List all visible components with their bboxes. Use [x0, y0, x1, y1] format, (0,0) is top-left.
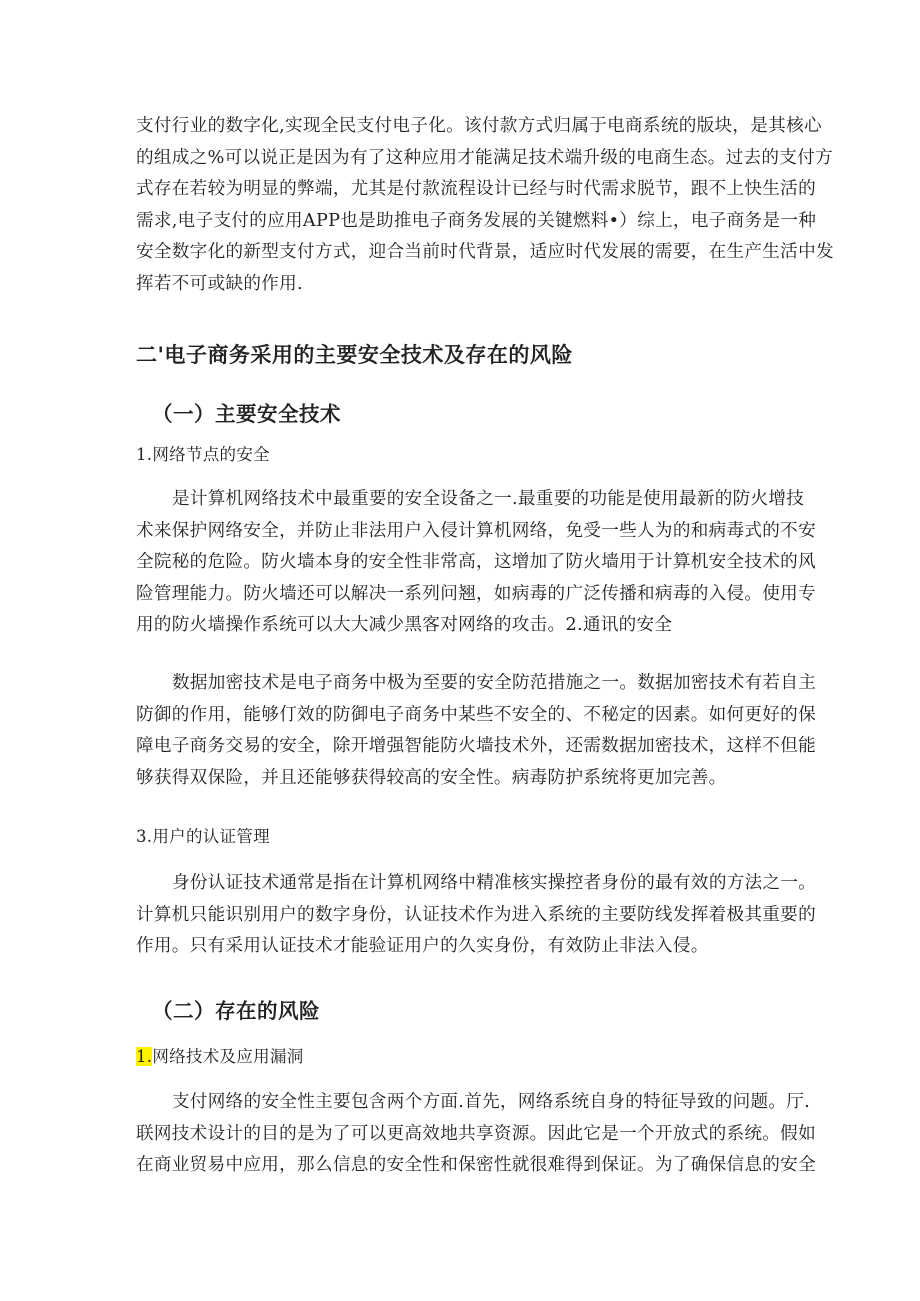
text-line: 挥若不可或缺的作用. [136, 273, 303, 294]
item-heading: 3.用户的认证管理 [136, 827, 270, 846]
text-line: 够获得双保险，并且还能够获得较高的安全性。病毒防护系统将更加完善。 [136, 767, 727, 788]
text-line: 险管理能力。防火墙还可以解决一系列问翘，如病毒的广泛传播和病毒的入侵。使用专 [136, 583, 816, 604]
highlighted-number: 1. [136, 1047, 153, 1066]
text-line: 需求,电子支付的应用APP也是助推电子商务发展的关键燃料•）综上，电子商务是一种 [136, 210, 817, 231]
text-line: 支付网络的安全性主要包含两个方面.首先，网络系统自身的特征导致的问题。厅. [172, 1092, 811, 1112]
authentication-paragraph [136, 868, 817, 963]
text-line: 数据加密技术是电子商务中极为至要的安全防范措施之一。数据加密技术有若自主 [172, 673, 817, 693]
item-heading: 1.网络节点的安全 [136, 445, 270, 464]
text-line: 用的防火墙操作系统可以大大减少黑客对网络的攻击。2.通讯的安全 [136, 615, 673, 635]
text-line: 身份认证技术通常是指在计算机网络中精准核实操控者身份的最有效的方法之一。 [172, 873, 817, 893]
text-line: 的组成之%可以说正是因为有了这种应用才能满足技术端升级的电商生态。过去的支付方 [136, 147, 833, 168]
item-heading-text: 网络技术及应用漏洞 [152, 1047, 304, 1066]
text-line: 全院秘的危险。防火墙本身的安全性非常高，这增加了防火墙用于计算机安全技术的风 [136, 552, 816, 572]
text-line: 作用。只有采用认证技术才能验证用户的久实身份，有效防止非法入侵。 [136, 936, 709, 956]
text-line: 术来保护网络安全，并防止非法用户入侵计算机网络，免受一些人为的和病毒式的不安 [136, 520, 816, 541]
text-line: 在商业贸易中应用，那么信息的安全性和保密性就很难得到保证。为了确保信息的安全 [136, 1155, 816, 1175]
text-line: 计算机只能识别用户的数字身份，认证技术作为进入系统的主要防线发挥着极其重要的 [136, 904, 816, 925]
text-line: 联网技术设计的目的是为了可以更高效地共享资源。因此它是一个开放式的系统。假如 [136, 1123, 816, 1144]
network-node-paragraph [136, 484, 816, 642]
text-line: 支付行业的数字化,实现全民支付电子化。该付款方式归属于电商系统的版块，是其核心 [136, 116, 822, 136]
text-line: 是计算机网络技术中最重要的安全设备之一.最重要的功能是使用最新的防火增技 [172, 489, 805, 509]
network-vulnerability-paragraph [136, 1087, 816, 1182]
intro-paragraph [136, 111, 834, 300]
subsection-heading: （一）主要安全技术 [152, 402, 341, 426]
text-line: 防御的作用，能够仃效的防御电子商务中某些不安全的、不秘定的因素。如何更好的保 [136, 704, 816, 725]
text-line: 式存在若较为明显的弊端，尤其是付款流程设计已经与时代需求脱节，跟不上快生活的 [136, 179, 816, 199]
text-line: 安全数字化的新型支付方式，迎合当前时代背景，适应时代发展的需要，在生产生活中发 [136, 242, 834, 262]
communication-paragraph [136, 668, 817, 794]
text-line: 障电子商务交易的安全，除开增强智能防火墙技术外，还需数据加密技术，这样不但能 [136, 736, 816, 756]
item-heading [136, 1043, 304, 1067]
section-heading: 二'电子商务采用的主要安全技术及存在的风险 [136, 343, 573, 367]
subsection-heading: （二）存在的风险 [152, 999, 320, 1023]
